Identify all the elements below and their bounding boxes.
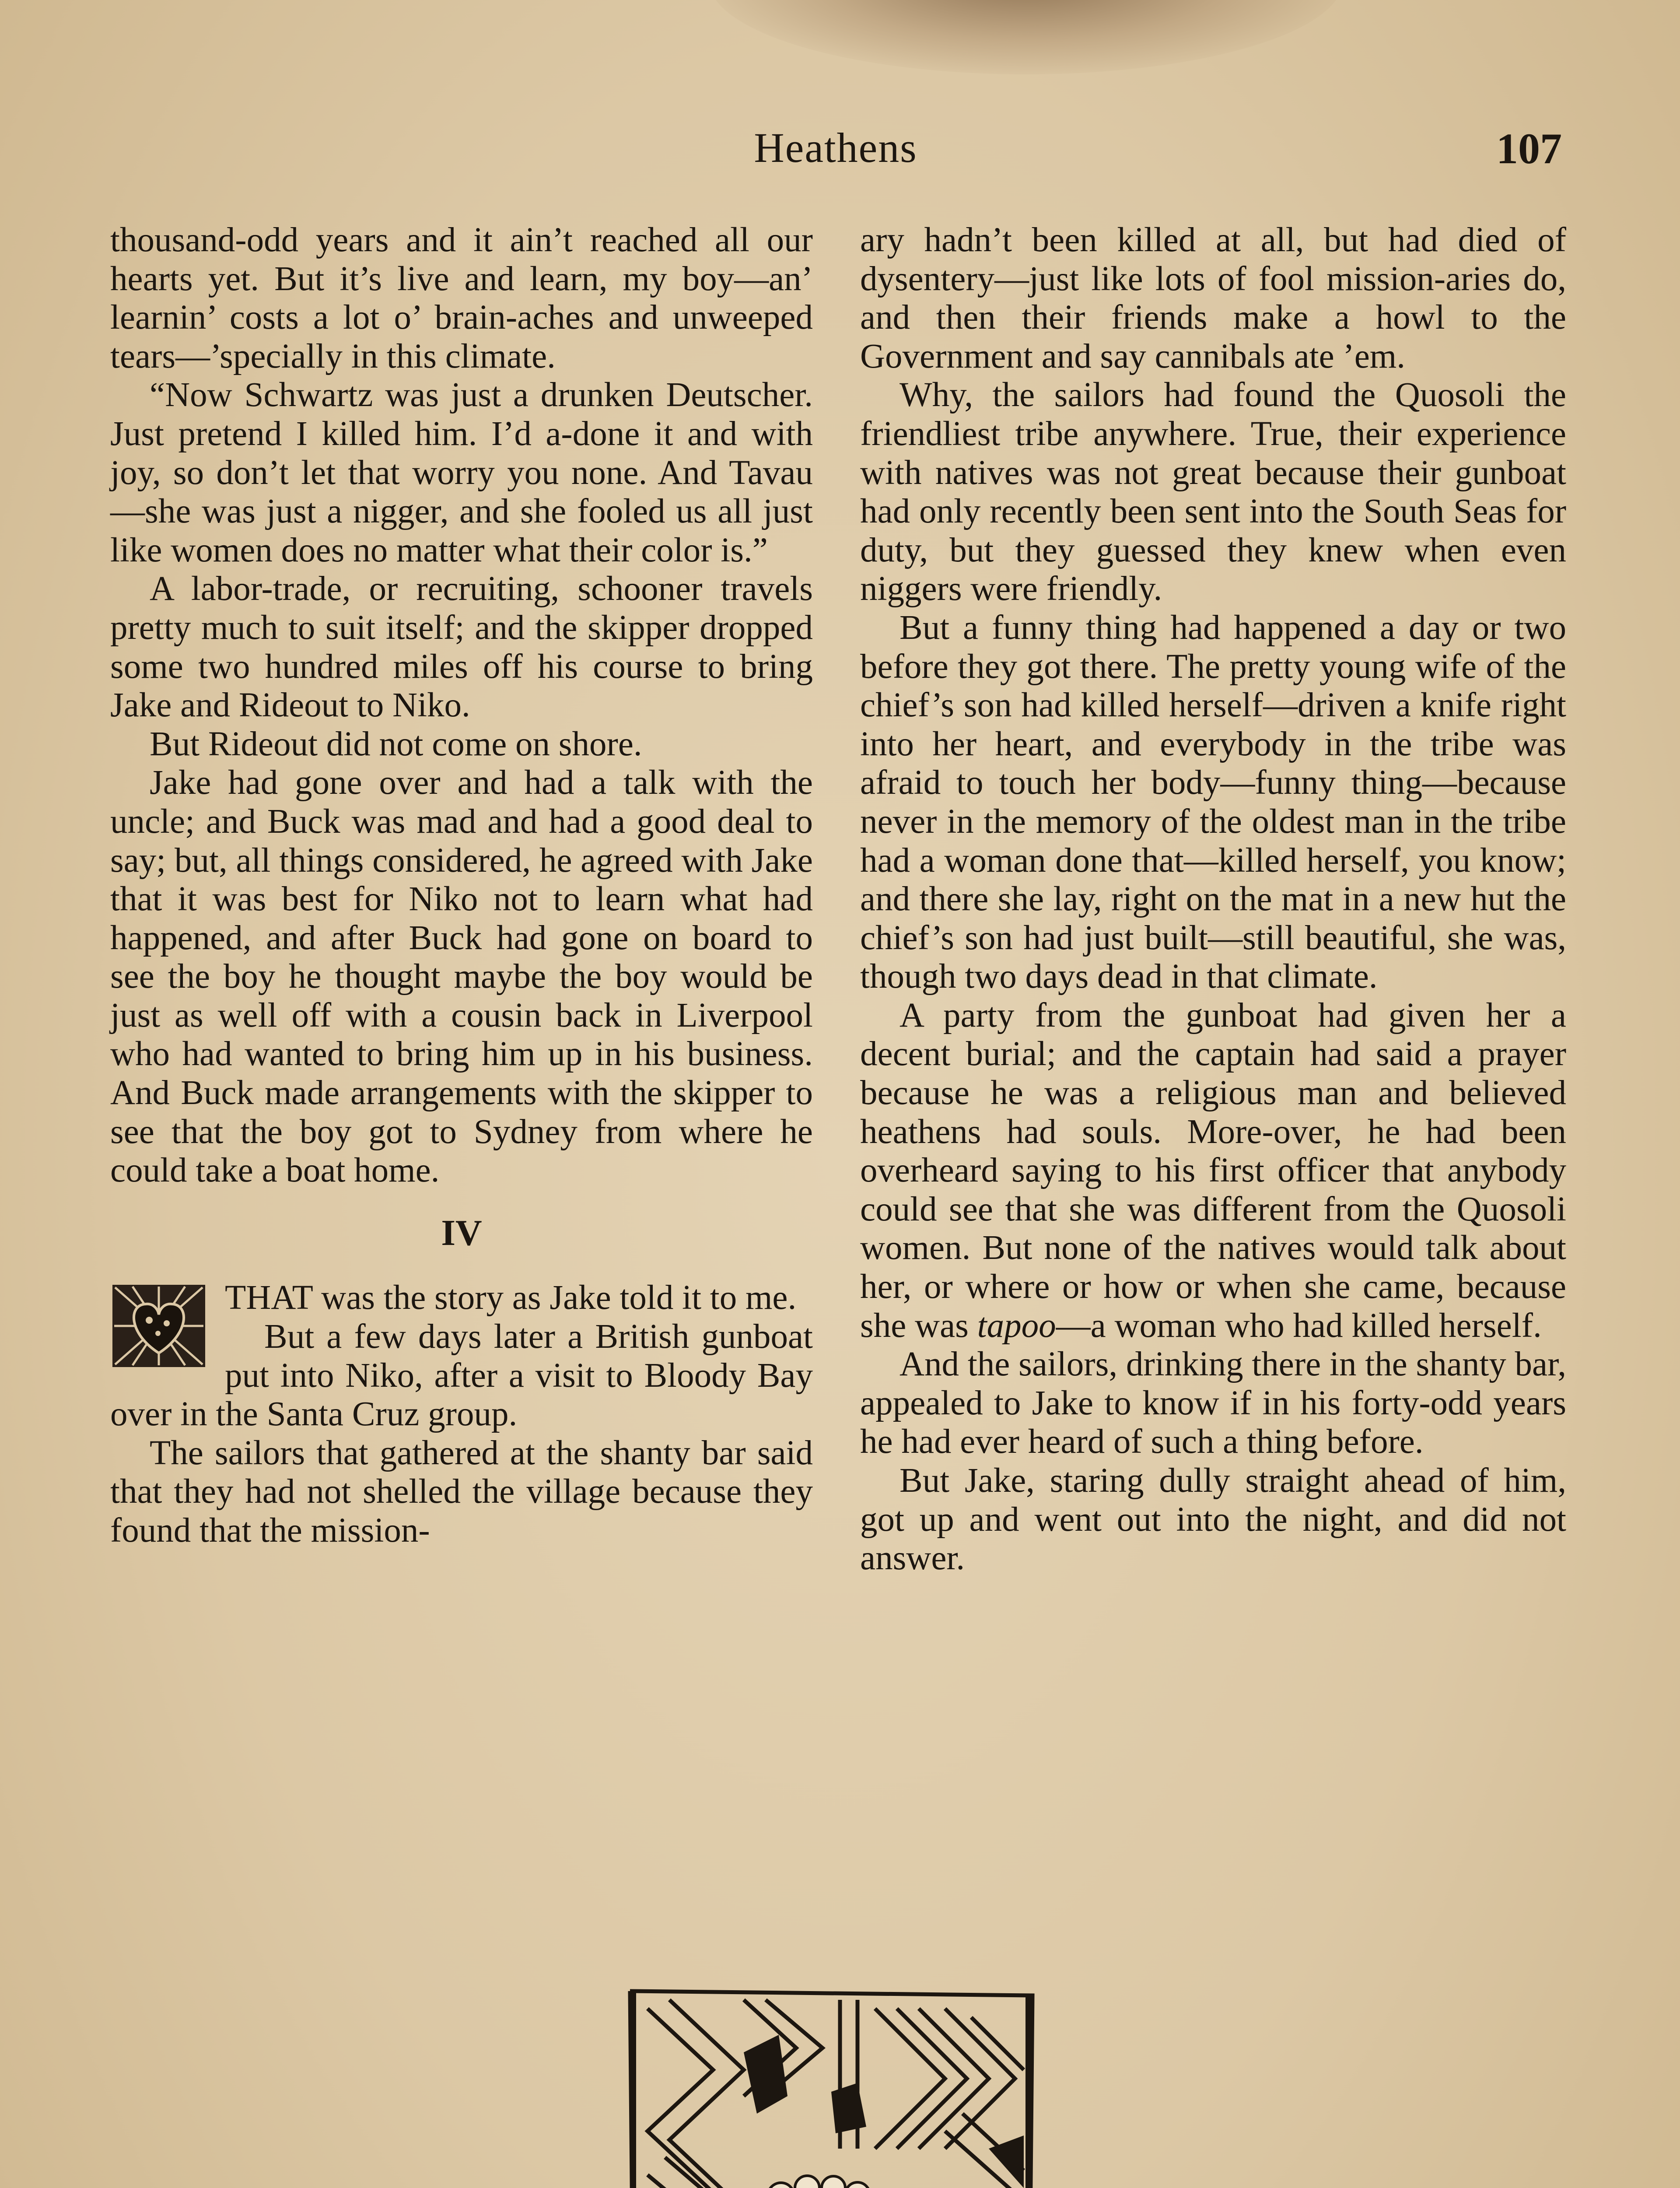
paragraph <box>860 996 1566 1345</box>
text-run: A party from the gunboat had given her a decent burial; and the captain had said a prayer because he was a religious man and believed heathens had souls. More-over, he had been overheard saying to his first officer that anybody could see that she was different from the Quosoli women. But none of the natives would talk about her, or where or how or when she came, because she was <box>860 996 1566 1345</box>
paragraph: But Rideout did not come on shore. <box>150 725 642 763</box>
paragraph: ary hadn’t been killed at all, but had died of dysentery—just like lots of fool mission-aries do, and then their friends make a howl to the Government and say cannibals ate ’em. <box>860 221 1566 375</box>
text-run: —a woman who had killed herself. <box>1056 1306 1542 1345</box>
opening-paragraph <box>110 1279 813 1434</box>
paragraph: But a funny thing had happened a day or two before they got there. The pretty young wife of the chief’s son had killed herself—driven a knife right into her heart, and everybody in the tribe was afraid to touch her body—funny thing—because never in the memory of the oldest man in the tribe had a woman done that—killed herself, you know; and there she lay, right on the mat in a new hut the chief’s son had just built—still beautiful, she was, though two days dead in that climate. <box>860 608 1566 996</box>
page-number: 107 <box>1496 124 1562 173</box>
paragraph: thousand-odd years and it ain’t reached all our hearts yet. But it’s live and learn, my boy—an’ learnin’ costs a lot o’ brain-aches and unweeped tears—’specially in this climate. <box>110 221 813 375</box>
paragraph: The sailors that gathered at the shanty bar said that they had not shelled the village because they found that the mission- <box>110 1434 813 1550</box>
paragraph: “Now Schwartz was just a drunken Deutscher. Just pretend I killed him. I’d a-done it and with joy, so don’t let that worry you none. And Tavau—she was just a nigger, and she fooled us all just like women does no matter what their color is.” <box>110 376 813 569</box>
woman-with-flower-crown-illustration <box>612 1982 1046 2188</box>
right-column <box>860 221 1566 1578</box>
paragraph: Why, the sailors had found the Quosoli the friendliest tribe anywhere. True, their experience with natives was not great because their gunboat had only recently been sent into the South Seas for duty, but they guessed they knew when even niggers were friendly. <box>860 376 1566 608</box>
section-heading: IV <box>441 1212 482 1253</box>
left-column <box>110 221 813 1550</box>
paragraph: And the sailors, drinking there in the shanty bar, appealed to Jake to know if in his forty-odd years he had ever heard of such a thing before. <box>860 1345 1566 1461</box>
paragraph: A labor-trade, or recruiting, schooner travels pretty much to suit itself; and the skipper dropped some two hundred miles off his course to bring Jake and Rideout to Niko. <box>110 570 813 725</box>
paragraph: Jake had gone over and had a talk with the uncle; and Buck was mad and had a good deal to say; but, all things considered, he agreed with Jake that it was best for Niko not to learn what had happened, and after Buck had gone on board to see the boy he thought maybe the boy would be just as well off with a cousin back in Liverpool who had wanted to bring him up in his business. And Buck made arrangements with the skipper to see that the boy got to Sydney from where he could take a boat home. <box>110 764 813 1190</box>
ornamental-dropcap-icon <box>110 1283 207 1369</box>
page-header <box>109 123 1562 176</box>
paragraph-lead: THAT was the story as Jake told it to me. <box>225 1279 797 1317</box>
italic-word: tapoo <box>977 1306 1056 1345</box>
paragraph: But a few days later a British gunboat put into Niko, after a visit to Bloody Bay over in the Santa Cruz group. <box>110 1318 813 1434</box>
page-stain <box>709 0 1343 74</box>
running-title: Heathens <box>754 124 917 171</box>
paragraph: But Jake, staring dully straight ahead of him, got up and went out into the night, and did not answer. <box>860 1462 1566 1578</box>
